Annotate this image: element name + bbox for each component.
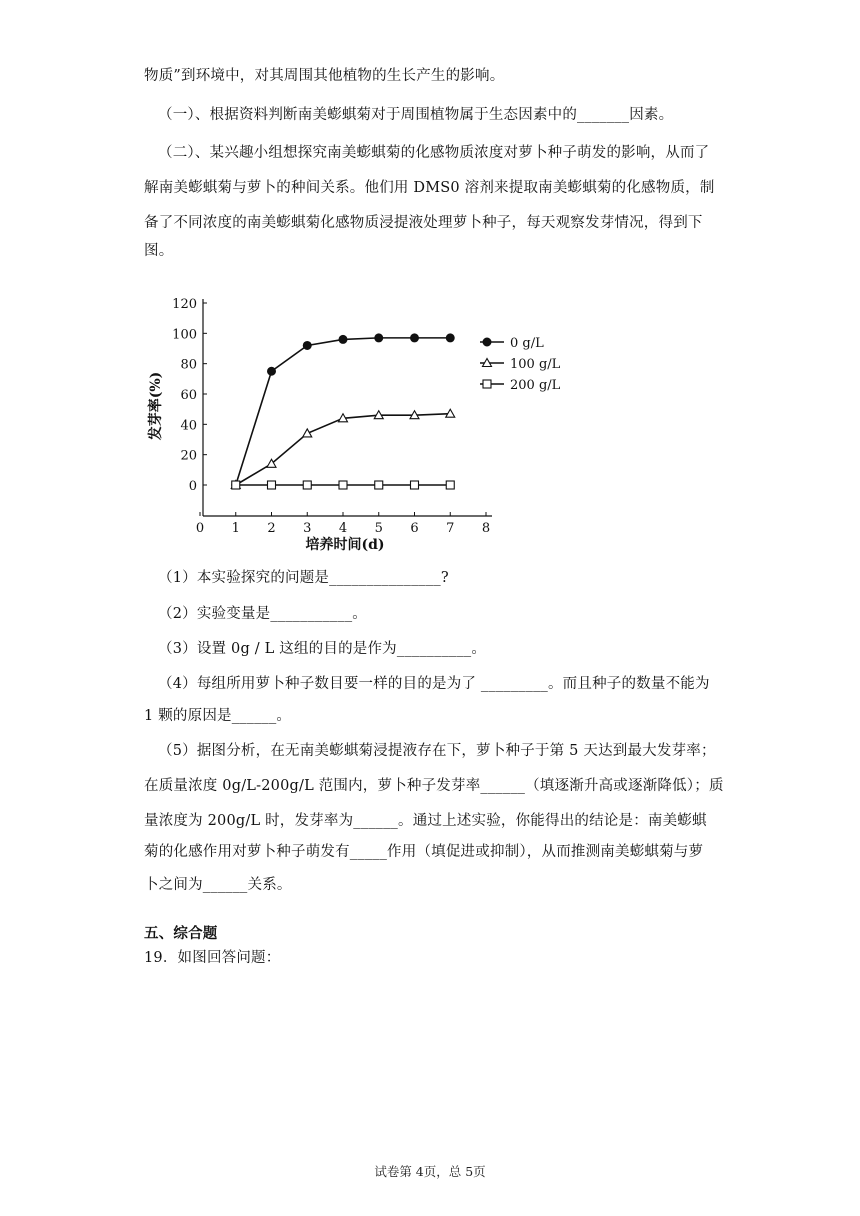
question-part-2-line4: 图。 <box>144 243 174 259</box>
page-footer: 试卷第 4页，总 5页 <box>374 1164 486 1179</box>
x-tick-label: 8 <box>481 521 491 536</box>
x-tick-label: 5 <box>374 521 383 536</box>
y-tick-label: 100 <box>172 327 197 343</box>
legend-label: 200 g/L <box>510 378 561 393</box>
question-3: （3）设置 0g / L 这组的目的是作为__________。 <box>158 641 487 657</box>
legend-item-0 <box>480 336 544 351</box>
series-2 <box>232 481 455 489</box>
question-part-2-line2: 解南美蟛蜞菊与萝卜的种间关系。他们用 DMS0 溶剂来提取南美蟛蜞菊的化感物质，制 <box>144 180 715 196</box>
data-point <box>339 335 347 343</box>
data-point <box>303 481 311 489</box>
chart-legend <box>480 336 561 393</box>
data-point <box>375 481 383 489</box>
y-tick-label: 60 <box>180 388 197 403</box>
x-tick-label: 6 <box>410 521 419 536</box>
question-1: （1）本实验探究的问题是_______________? <box>158 570 449 586</box>
data-point <box>339 481 347 489</box>
question-5-line1: （5）据图分析，在无南美蟛蜞菊浸提液存在下，萝卜种子于第 5 天达到最大发芽率； <box>158 743 716 759</box>
germination-chart <box>140 288 570 558</box>
x-tick-label: 0 <box>195 521 205 536</box>
data-point <box>375 334 383 342</box>
chart-axes <box>147 297 492 553</box>
legend-item-1 <box>480 357 561 372</box>
x-tick-label: 1 <box>231 521 240 536</box>
data-point <box>268 367 276 375</box>
x-tick-label: 4 <box>338 521 348 536</box>
x-tick-label: 7 <box>446 521 455 536</box>
x-tick-label: 3 <box>303 521 312 536</box>
y-tick-label: 80 <box>180 357 197 373</box>
data-point <box>268 481 276 489</box>
legend-marker <box>483 380 491 388</box>
question-4-line2: 1 颗的原因是______。 <box>144 708 292 724</box>
question-5-line3: 量浓度为 200g/L 时，发芽率为______。通过上述实验，你能得出的结论是：南美蟛蜞 <box>144 813 707 829</box>
question-19: 19．如图回答问题： <box>144 950 281 966</box>
y-tick-label: 40 <box>180 418 197 434</box>
paragraph-continuation: 物质”到环境中，对其周围其他植物的生长产生的影响。 <box>144 68 505 84</box>
legend-item-2 <box>480 378 561 393</box>
question-2: （2）实验变量是___________。 <box>158 606 367 622</box>
question-4-line1: （4）每组所用萝卜种子数目要一样的目的是为了 _________。而且种子的数量不能为 <box>158 676 710 692</box>
data-point <box>446 334 454 342</box>
series-line <box>236 414 451 485</box>
x-axis-label: 培养时间(d) <box>305 537 385 553</box>
question-5-line2: 在质量浓度 0g/L-200g/L 范围内，萝卜种子发芽率______（填逐渐升高或逐渐降低）；质 <box>144 778 724 794</box>
series-line <box>236 338 451 485</box>
y-tick-label: 20 <box>180 448 197 464</box>
chart-series <box>231 334 455 489</box>
y-tick-label: 120 <box>172 297 197 312</box>
data-point <box>411 481 419 489</box>
legend-label: 0 g/L <box>510 336 544 351</box>
question-part-2-line3: 备了不同浓度的南美蟛蜞菊化感物质浸提液处理萝卜种子，每天观察发芽情况，得到下 <box>144 215 703 231</box>
legend-marker <box>483 338 491 346</box>
question-part-2-line1: （二）、某兴趣小组想探究南美蟛蜞菊的化感物质浓度对萝卜种子萌发的影响，从而了 <box>158 145 710 161</box>
series-1 <box>231 409 455 488</box>
y-axis-label: 发芽率(%) <box>148 371 164 441</box>
question-part-1: （一）、根据资料判断南美蟛蜞菊对于周围植物属于生态因素中的_______因素。 <box>158 107 674 123</box>
question-5-line5: 卜之间为______关系。 <box>144 877 292 893</box>
y-tick-label: 0 <box>188 479 197 494</box>
section-heading: 五、综合题 <box>144 925 218 942</box>
series-0 <box>232 334 455 489</box>
data-point <box>303 341 311 349</box>
legend-label: 100 g/L <box>510 357 561 372</box>
question-5-line4: 菊的化感作用对萝卜种子萌发有_____作用（填促进或抑制），从而推测南美蟛蜞菊与萝 <box>144 844 704 860</box>
data-point <box>446 481 454 489</box>
data-point <box>232 481 240 489</box>
data-point <box>411 334 419 342</box>
x-tick-label: 2 <box>267 521 276 536</box>
